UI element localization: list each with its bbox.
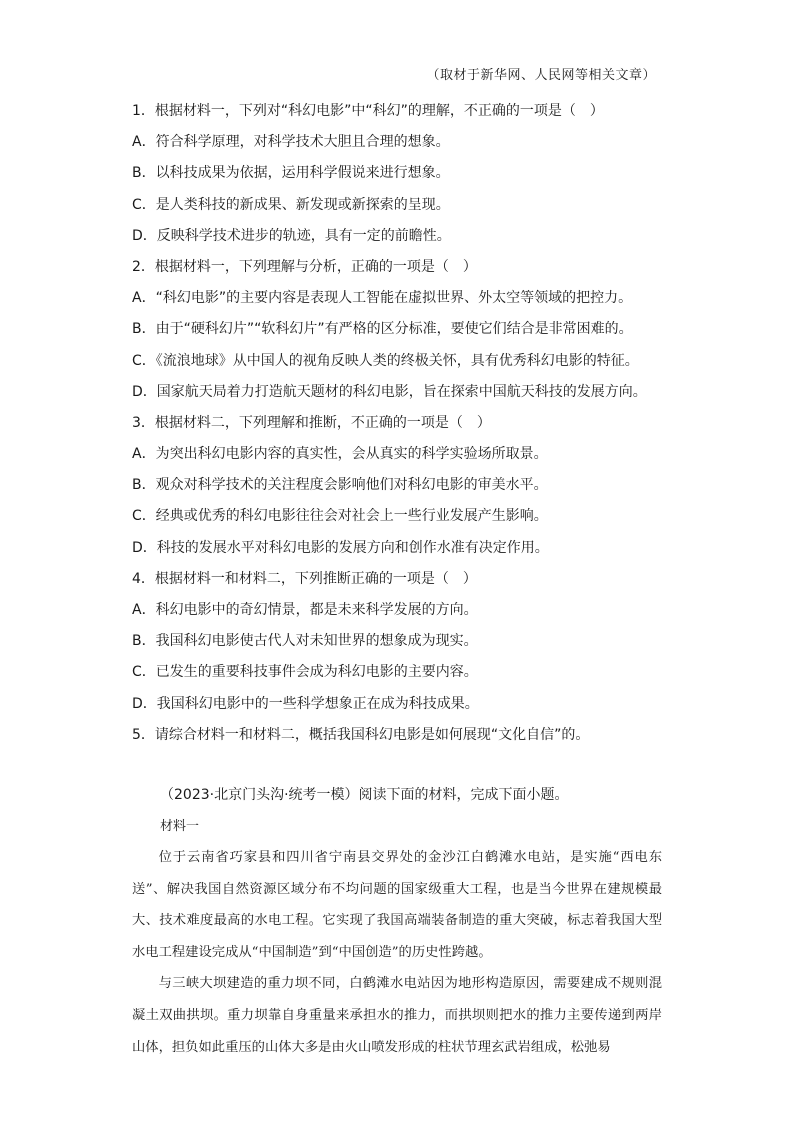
question-1-option-d: D．反映科学技术进步的轨迹，具有一定的前瞻性。 <box>132 227 451 244</box>
question-3-option-a: A．为突出科幻电影内容的真实性，会从真实的科学实验场所取景。 <box>132 446 548 463</box>
question-4-option-d: D．我国科幻电影中的一些科学想象正在成为科技成果。 <box>132 695 479 712</box>
question-list <box>132 96 672 751</box>
question-4-option-a: A．科幻电影中的奇幻情景，都是未来科学发展的方向。 <box>132 602 478 618</box>
question-1-option-b: B．以科技成果为依据，运用科学假说来进行想象。 <box>132 165 450 182</box>
question-3-stem: 3．根据材料二，下列理解和推断，不正确的一项是（ ） <box>132 414 491 431</box>
material-text <box>132 842 662 1063</box>
question-2-stem: 2．根据材料一，下列理解与分析，正确的一项是（ ） <box>132 258 477 275</box>
question-4-option-b: B．我国科幻电影使古代人对未知世界的想象成为现实。 <box>132 633 478 650</box>
question-4-stem: 4．根据材料一和材料二，下列推断正确的一项是（ ） <box>132 570 477 587</box>
material-label: 材料一 <box>160 819 200 834</box>
question-1-option-c: C．是人类科技的新成果、新发现或新探索的呈现。 <box>132 196 450 213</box>
source-note: （取材于新华网、人民网等相关文章） <box>426 68 656 83</box>
reading-intro: （2023·北京门头沟·统考一模）阅读下面的材料，完成下面小题。 <box>160 787 569 803</box>
paragraph: 与三峡大坝建造的重力坝不同，白鹤滩水电站因为地形构造原因，需要建成不规则混凝土双曲拱坝。重力坝靠自身重量来承担水的推力，而拱坝则把水的推力主要传递到两岸山体，担负如此重压的山体大多是由火山喷发形成的柱状节理玄武岩组成，松弛易 <box>132 976 662 1055</box>
question-2-option-b: B．由于“硬科幻片”“软科幻片”有严格的区分标准，要使它们结合是非常困难的。 <box>132 321 633 338</box>
question-2-option-c: C．《流浪地球》从中国人的视角反映人类的终极关怀，具有优秀科幻电影的特征。 <box>132 352 639 369</box>
question-1-stem: 1．根据材料一，下列对“科幻电影”中“科幻”的理解，不正确的一项是（ ） <box>132 103 604 119</box>
question-2-option-d: D．国家航天局着力打造航天题材的科幻电影，旨在探索中国航天科技的发展方向。 <box>132 383 647 400</box>
question-4-option-c: C．已发生的重要科技事件会成为科幻电影的主要内容。 <box>132 664 478 681</box>
question-3-option-c: C．经典或优秀的科幻电影往往会对社会上一些行业发展产生影响。 <box>132 508 548 525</box>
question-5-stem: 5．请综合材料一和材料二，概括我国科幻电影是如何展现“文化自信”的。 <box>132 726 590 743</box>
paragraph: 位于云南省巧家县和四川省宁南县交界处的金沙江白鹤滩水电站，是实施“西电东送”、解决我国自然资源区域分布不均问题的国家级重大工程，也是当今世界在建规模最大、技术难度最高的水电工程。它实现了我国高端装备制造的重大突破，标志着我国大型水电工程建设完成从“中国制造”到“中国创造”的历史性跨越。 <box>132 850 662 960</box>
question-1-option-a: A．符合科学原理，对科学技术大胆且合理的想象。 <box>132 134 450 151</box>
question-3-option-b: B．观众对科学技术的关注程度会影响他们对科幻电影的审美水平。 <box>132 477 548 494</box>
question-3-option-d: D．科技的发展水平对科幻电影的发展方向和创作水准有决定作用。 <box>132 539 549 556</box>
question-2-option-a: A．“科幻电影”的主要内容是表现人工智能在虚拟世界、外太空等领域的把控力。 <box>132 290 633 307</box>
